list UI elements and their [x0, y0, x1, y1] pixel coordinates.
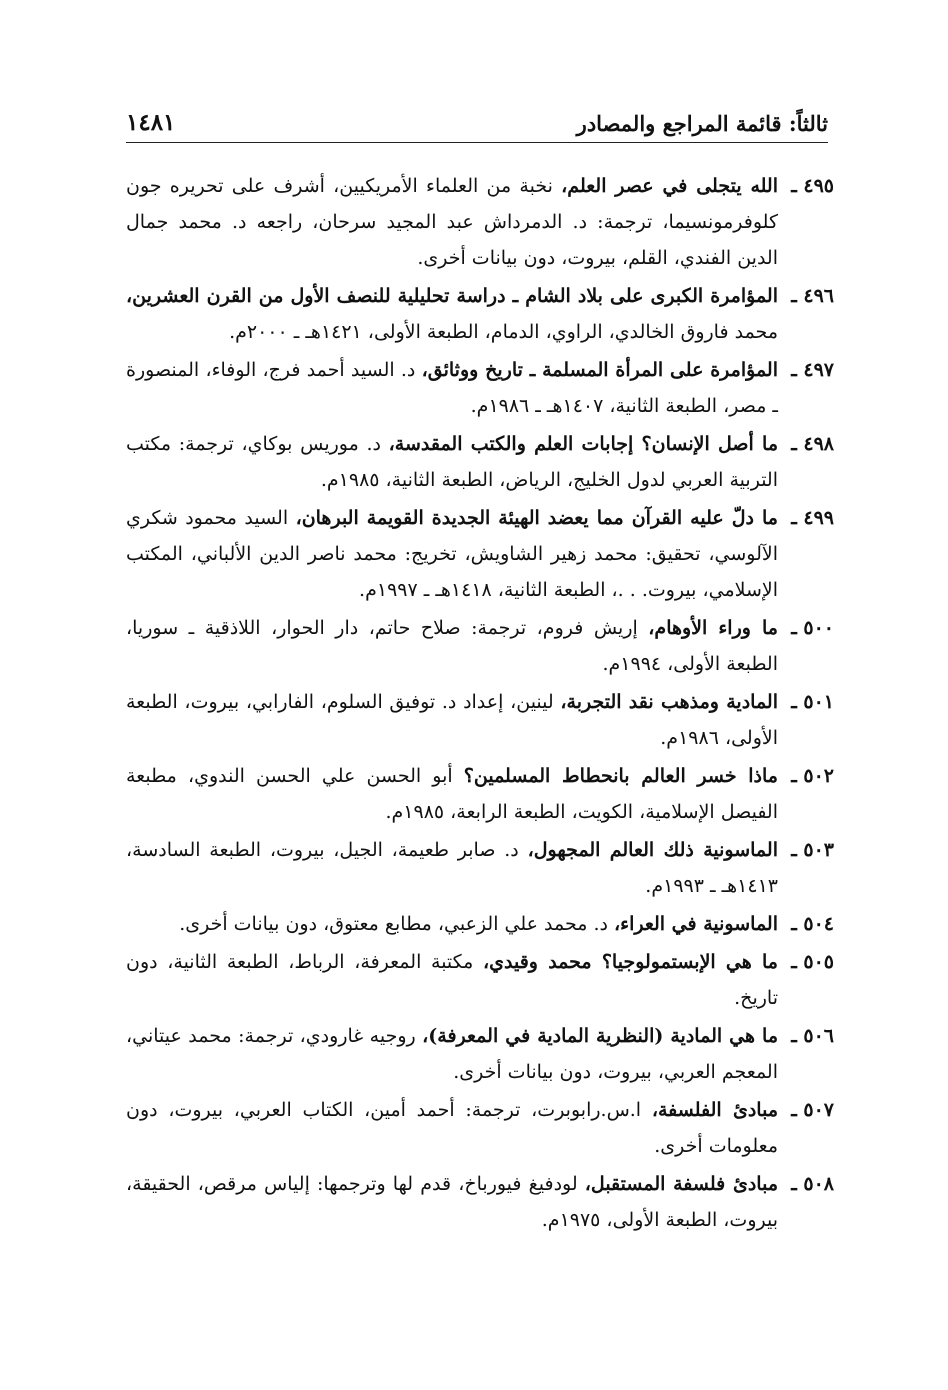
bibliography-entry — [126, 1018, 834, 1090]
entry-number: ٤٩٧ ـ — [791, 359, 834, 381]
entry-number: ٥٠٨ ـ — [791, 1173, 834, 1195]
entry-title: ما أصل الإنسان؟ إجابات العلم والكتب المقدسة، — [388, 433, 778, 455]
entry-details: د. محمد علي الزعبي، مطابع معتوق، دون بيانات أخرى. — [179, 913, 614, 935]
entry-title: مبادئ الفلسفة، — [651, 1099, 778, 1121]
entry-number: ٤٩٩ ـ — [791, 507, 834, 529]
entry-title: الماسونية في العراء، — [614, 913, 778, 935]
page-number: ١٤٨١ — [126, 109, 176, 136]
bibliography-entry — [126, 684, 834, 756]
entry-number: ٥٠١ ـ — [791, 691, 834, 713]
entry-details: السيد محمود شكري الآلوسي، تحقيق: محمد زهير الشاويش، تخريج: محمد ناصر الدين الألباني، المكتب الإسلامي، بيروت. . .، الطبعة الثانية، ١٤١٨هـ ـ ١٩٩٧م. — [126, 507, 778, 601]
bibliography-entry — [126, 426, 834, 498]
entry-title: ما هي الإبستمولوجيا؟ محمد وقيدي، — [483, 951, 778, 973]
entry-number: ٥٠٥ ـ — [791, 951, 834, 973]
entry-title: المؤامرة الكبرى على بلاد الشام ـ دراسة تحليلية للنصف الأول من القرن العشرين، — [126, 285, 778, 307]
bibliography-entry — [126, 906, 834, 942]
entry-details: نخبة من العلماء الأمريكيين، أشرف على تحريره جون كلوفرمونسيما، ترجمة: د. الدمرداش عبد المجيد سرحان، راجعه د. محمد جمال الدين الفندي، القلم، بيروت، دون بيانات أخرى. — [126, 175, 778, 269]
entry-details: د. موريس بوكاي، ترجمة: مكتب التربية العربي لدول الخليج، الرياض، الطبعة الثانية، ١٩٨٥م. — [126, 433, 778, 491]
entry-title: ماذا خسر العالم بانحطاط المسلمين؟ — [463, 765, 778, 787]
bibliography-entry — [126, 944, 834, 1016]
entry-title: الله يتجلى في عصر العلم، — [561, 175, 778, 197]
entry-number: ٥٠٦ ـ — [791, 1025, 834, 1047]
entry-title: المؤامرة على المرأة المسلمة ـ تاريخ ووثائق، — [421, 359, 778, 381]
entry-number: ٤٩٥ ـ — [791, 175, 834, 197]
entry-number: ٤٩٦ ـ — [791, 285, 834, 307]
bibliography-entry — [126, 500, 834, 608]
bibliography-entry — [126, 1092, 834, 1164]
bibliography-entry — [126, 832, 834, 904]
entry-title: ما هي المادية (النظرية المادية في المعرفة)، — [422, 1025, 778, 1047]
entry-number: ٥٠٠ ـ — [791, 617, 834, 639]
entry-number: ٥٠٧ ـ — [791, 1099, 834, 1121]
entry-number: ٥٠٢ ـ — [791, 765, 834, 787]
entry-number: ٤٩٨ ـ — [791, 433, 834, 455]
entry-details: لودفيغ فيورباخ، قدم لها وترجمها: إلياس مرقص، الحقيقة، بيروت، الطبعة الأولى، ١٩٧٥م. — [126, 1173, 778, 1231]
entry-details: أبو الحسن علي الحسن الندوي، مطبعة الفيصل الإسلامية، الكويت، الطبعة الرابعة، ١٩٨٥م. — [126, 765, 778, 823]
entry-title: الماسونية ذلك العالم المجهول، — [527, 839, 778, 861]
bibliography-entry — [126, 352, 834, 424]
entry-details: ا.س.رابوبرت، ترجمة: أحمد أمين، الكتاب العربي، بيروت، دون معلومات أخرى. — [126, 1099, 778, 1157]
entry-details: لينين، إعداد د. توفيق السلوم، الفارابي، بيروت، الطبعة الأولى، ١٩٨٦م. — [126, 691, 778, 749]
entry-details: إريش فروم، ترجمة: صلاح حاتم، دار الحوار، اللاذقية ـ سوريا، الطبعة الأولى، ١٩٩٤م. — [126, 617, 778, 675]
entry-details: د. صابر طعيمة، الجيل، بيروت، الطبعة السادسة، ١٤١٣هـ ـ ١٩٩٣م. — [126, 839, 778, 897]
entry-number: ٥٠٣ ـ — [791, 839, 834, 861]
entry-title: مبادئ فلسفة المستقبل، — [584, 1173, 778, 1195]
page-header — [126, 96, 828, 136]
bibliography-entry — [126, 168, 834, 276]
bibliography-list — [126, 168, 834, 1240]
entry-details: مكتبة المعرفة، الرباط، الطبعة الثانية، دون تاريخ. — [126, 951, 778, 1009]
bibliography-entry — [126, 1166, 834, 1238]
bibliography-entry — [126, 278, 834, 350]
entry-title: ما دلّ عليه القرآن مما يعضد الهيئة الجديدة القويمة البرهان، — [295, 507, 778, 529]
header-divider — [126, 142, 828, 143]
entry-details: د. السيد أحمد فرج، الوفاء، المنصورة ـ مصر، الطبعة الثانية، ١٤٠٧هـ ـ ١٩٨٦م. — [126, 359, 778, 417]
entry-details: محمد فاروق الخالدي، الراوي، الدمام، الطبعة الأولى، ١٤٢١هـ ـ ٢٠٠٠م. — [229, 321, 778, 343]
entry-details: روجيه غارودي، ترجمة: محمد عيتاني، المعجم العربي، بيروت، دون بيانات أخرى. — [126, 1025, 778, 1083]
header-title: ثالثاً: قائمة المراجع والمصادر — [576, 111, 828, 136]
bibliography-entry — [126, 758, 834, 830]
entry-title: ما وراء الأوهام، — [648, 617, 778, 639]
entry-title: المادية ومذهب نقد التجربة، — [560, 691, 778, 713]
entry-number: ٥٠٤ ـ — [791, 913, 834, 935]
bibliography-entry — [126, 610, 834, 682]
